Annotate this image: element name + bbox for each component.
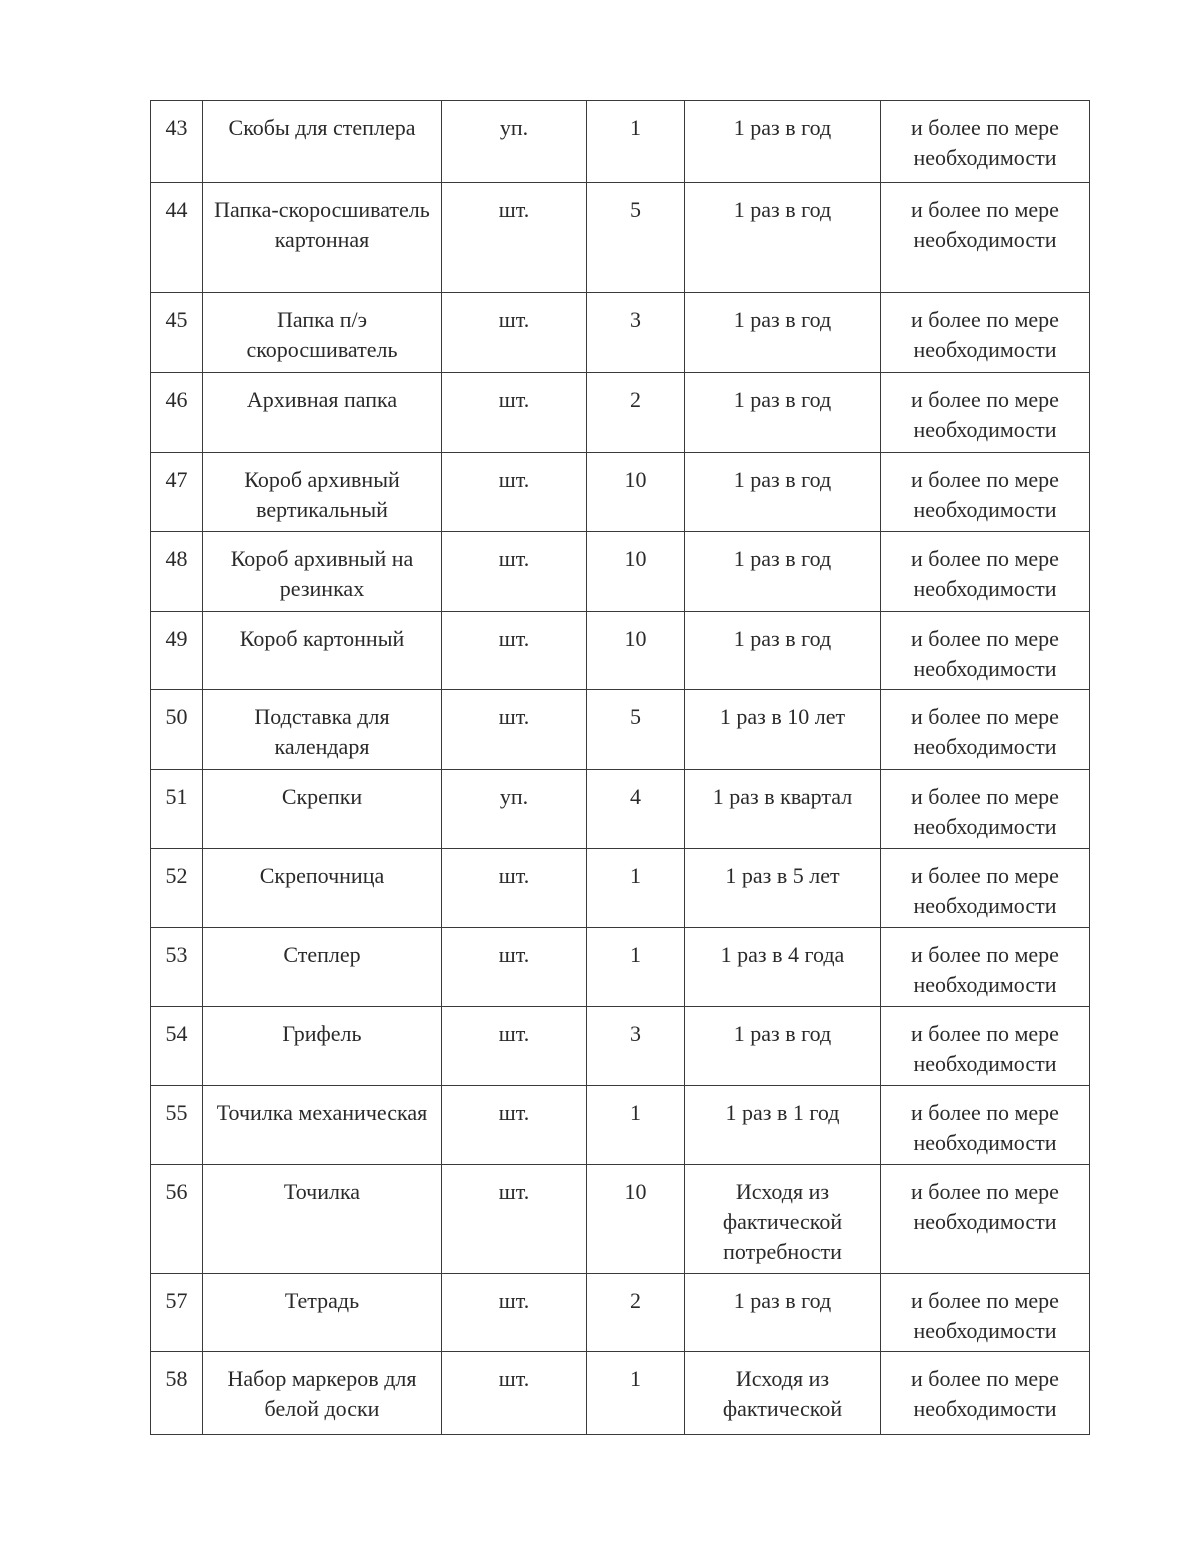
table-row xyxy=(151,453,1090,532)
unit-of-measure-cell: шт. xyxy=(442,690,587,770)
note-cell: и более по мере необходимости xyxy=(881,373,1090,453)
replacement-frequency-cell: 1 раз в 1 год xyxy=(685,1086,881,1165)
quantity-cell: 4 xyxy=(587,770,685,849)
row-number-cell: 55 xyxy=(151,1086,203,1165)
item-name-cell: Короб архивный вертикальный xyxy=(203,453,442,532)
quantity-cell: 3 xyxy=(587,293,685,373)
table-row xyxy=(151,101,1090,183)
unit-of-measure-cell: шт. xyxy=(442,1165,587,1274)
row-number-cell: 46 xyxy=(151,373,203,453)
quantity-cell: 1 xyxy=(587,1086,685,1165)
quantity-cell: 1 xyxy=(587,928,685,1007)
note-cell: и более по мере необходимости xyxy=(881,1086,1090,1165)
row-number-cell: 54 xyxy=(151,1007,203,1086)
replacement-frequency-cell: 1 раз в квартал xyxy=(685,770,881,849)
row-number-cell: 51 xyxy=(151,770,203,849)
quantity-cell: 5 xyxy=(587,183,685,293)
note-cell: и более по мере необходимости xyxy=(881,690,1090,770)
item-name-cell: Скрепки xyxy=(203,770,442,849)
item-name-cell: Точилка механическая xyxy=(203,1086,442,1165)
item-name-cell: Грифель xyxy=(203,1007,442,1086)
unit-of-measure-cell: шт. xyxy=(442,1352,587,1435)
note-cell: и более по мере необходимости xyxy=(881,928,1090,1007)
replacement-frequency-cell: 1 раз в год xyxy=(685,1274,881,1352)
note-cell: и более по мере необходимости xyxy=(881,849,1090,928)
table-row xyxy=(151,770,1090,849)
quantity-cell: 10 xyxy=(587,532,685,612)
table-body xyxy=(151,101,1090,1435)
unit-of-measure-cell: уп. xyxy=(442,101,587,183)
replacement-frequency-cell: 1 раз в год xyxy=(685,101,881,183)
row-number-cell: 45 xyxy=(151,293,203,373)
item-name-cell: Тетрадь xyxy=(203,1274,442,1352)
note-cell: и более по мере необходимости xyxy=(881,293,1090,373)
item-name-cell: Набор маркеров для белой доски xyxy=(203,1352,442,1435)
replacement-frequency-cell: 1 раз в год xyxy=(685,373,881,453)
row-number-cell: 58 xyxy=(151,1352,203,1435)
note-cell: и более по мере необходимости xyxy=(881,1352,1090,1435)
replacement-frequency-cell: Исходя из фактической потребности xyxy=(685,1165,881,1274)
item-name-cell: Короб архивный на резинках xyxy=(203,532,442,612)
replacement-frequency-cell: 1 раз в 10 лет xyxy=(685,690,881,770)
quantity-cell: 1 xyxy=(587,101,685,183)
replacement-frequency-cell: 1 раз в год xyxy=(685,183,881,293)
replacement-frequency-cell: 1 раз в год xyxy=(685,532,881,612)
row-number-cell: 48 xyxy=(151,532,203,612)
note-cell: и более по мере необходимости xyxy=(881,532,1090,612)
note-cell: и более по мере необходимости xyxy=(881,1165,1090,1274)
quantity-cell: 1 xyxy=(587,1352,685,1435)
unit-of-measure-cell: шт. xyxy=(442,928,587,1007)
unit-of-measure-cell: шт. xyxy=(442,183,587,293)
table-row xyxy=(151,612,1090,690)
item-name-cell: Точилка xyxy=(203,1165,442,1274)
table-row xyxy=(151,532,1090,612)
item-name-cell: Скобы для степлера xyxy=(203,101,442,183)
item-name-cell: Короб картонный xyxy=(203,612,442,690)
row-number-cell: 53 xyxy=(151,928,203,1007)
item-name-cell: Степлер xyxy=(203,928,442,1007)
unit-of-measure-cell: шт. xyxy=(442,849,587,928)
row-number-cell: 50 xyxy=(151,690,203,770)
note-cell: и более по мере необходимости xyxy=(881,453,1090,532)
replacement-frequency-cell: Исходя из фактической xyxy=(685,1352,881,1435)
row-number-cell: 43 xyxy=(151,101,203,183)
quantity-cell: 5 xyxy=(587,690,685,770)
quantity-cell: 10 xyxy=(587,453,685,532)
row-number-cell: 44 xyxy=(151,183,203,293)
unit-of-measure-cell: шт. xyxy=(442,1086,587,1165)
table-row xyxy=(151,1274,1090,1352)
note-cell: и более по мере необходимости xyxy=(881,1274,1090,1352)
item-name-cell: Архивная папка xyxy=(203,373,442,453)
table-row xyxy=(151,1352,1090,1435)
unit-of-measure-cell: шт. xyxy=(442,532,587,612)
note-cell: и более по мере необходимости xyxy=(881,101,1090,183)
table-row xyxy=(151,183,1090,293)
quantity-cell: 10 xyxy=(587,612,685,690)
quantity-cell: 1 xyxy=(587,849,685,928)
row-number-cell: 49 xyxy=(151,612,203,690)
quantity-cell: 2 xyxy=(587,373,685,453)
unit-of-measure-cell: шт. xyxy=(442,453,587,532)
note-cell: и более по мере необходимости xyxy=(881,183,1090,293)
table-row xyxy=(151,690,1090,770)
note-cell: и более по мере необходимости xyxy=(881,1007,1090,1086)
table-row xyxy=(151,928,1090,1007)
replacement-frequency-cell: 1 раз в год xyxy=(685,1007,881,1086)
unit-of-measure-cell: шт. xyxy=(442,612,587,690)
table-row xyxy=(151,1086,1090,1165)
row-number-cell: 56 xyxy=(151,1165,203,1274)
replacement-frequency-cell: 1 раз в год xyxy=(685,612,881,690)
quantity-cell: 2 xyxy=(587,1274,685,1352)
note-cell: и более по мере необходимости xyxy=(881,612,1090,690)
replacement-frequency-cell: 1 раз в год xyxy=(685,293,881,373)
quantity-cell: 10 xyxy=(587,1165,685,1274)
note-cell: и более по мере необходимости xyxy=(881,770,1090,849)
replacement-frequency-cell: 1 раз в 4 года xyxy=(685,928,881,1007)
item-name-cell: Подставка для календаря xyxy=(203,690,442,770)
unit-of-measure-cell: шт. xyxy=(442,293,587,373)
row-number-cell: 57 xyxy=(151,1274,203,1352)
item-name-cell: Папка п/э скоросшиватель xyxy=(203,293,442,373)
table-row xyxy=(151,373,1090,453)
unit-of-measure-cell: шт. xyxy=(442,373,587,453)
table-row xyxy=(151,849,1090,928)
replacement-frequency-cell: 1 раз в год xyxy=(685,453,881,532)
row-number-cell: 47 xyxy=(151,453,203,532)
supplies-table xyxy=(150,100,1090,1435)
table-row xyxy=(151,1007,1090,1086)
table-row xyxy=(151,293,1090,373)
table-row xyxy=(151,1165,1090,1274)
quantity-cell: 3 xyxy=(587,1007,685,1086)
unit-of-measure-cell: уп. xyxy=(442,770,587,849)
row-number-cell: 52 xyxy=(151,849,203,928)
item-name-cell: Папка-скоросшиватель картонная xyxy=(203,183,442,293)
item-name-cell: Скрепочница xyxy=(203,849,442,928)
unit-of-measure-cell: шт. xyxy=(442,1007,587,1086)
replacement-frequency-cell: 1 раз в 5 лет xyxy=(685,849,881,928)
unit-of-measure-cell: шт. xyxy=(442,1274,587,1352)
